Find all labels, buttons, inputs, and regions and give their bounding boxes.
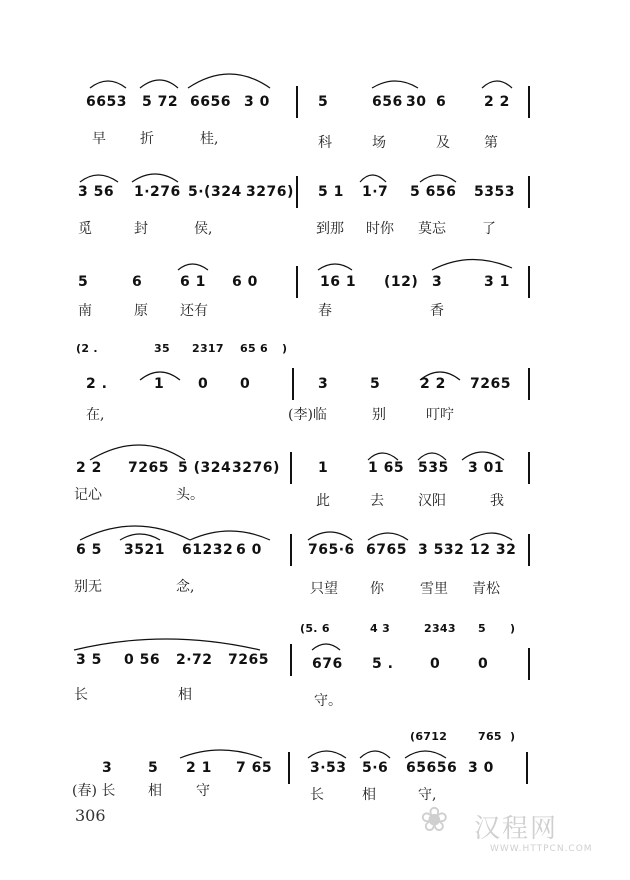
lyric: 只望 [310, 581, 338, 597]
accompaniment-note: ) [510, 730, 516, 743]
slur [132, 174, 178, 182]
accompaniment-note: 765 [478, 730, 502, 743]
watermark-logo-icon: ❀ [420, 800, 449, 840]
lyric: 场 [372, 135, 386, 151]
lyric: (李)临 [288, 407, 327, 423]
accompaniment-note: ) [282, 342, 288, 355]
note-group: 3521 [124, 542, 165, 558]
bar-line [290, 644, 292, 676]
note-group: 2 2 [76, 460, 102, 476]
note-group: 3·53 [310, 760, 347, 776]
lyric: 香 [430, 303, 444, 319]
note-group: 2 2 [420, 376, 446, 392]
bar-line [292, 368, 294, 400]
accompaniment-note: 2317 [192, 342, 224, 355]
lyric: 我 [490, 493, 504, 509]
slur [188, 74, 270, 88]
lyric: 桂, [200, 131, 219, 147]
note-group: 6765 [366, 542, 407, 558]
note-group: 65656 [406, 760, 458, 776]
lyric: 莫忘 [418, 221, 446, 237]
bar-line [290, 452, 292, 484]
slur [312, 644, 340, 650]
note-group: 7265 [128, 460, 169, 476]
note-group: 765·6 [308, 542, 355, 558]
note-group: 6 5 [76, 542, 102, 558]
lyric: 守 [196, 783, 210, 799]
slur [190, 531, 270, 540]
slur [462, 452, 504, 460]
note-group: 3 01 [468, 460, 505, 476]
slur [318, 264, 352, 270]
lyric: 青松 [472, 581, 500, 597]
slur [372, 81, 418, 88]
lyric: 念, [176, 579, 195, 595]
accompaniment-note: (2 . [76, 342, 98, 355]
slur [74, 639, 260, 650]
bar-line [528, 176, 530, 208]
note-group: 5 . [372, 656, 394, 672]
note-group: 6 [132, 274, 143, 290]
lyric: 守。 [314, 693, 342, 709]
note-group: 1·7 [362, 184, 389, 200]
note-group: 656 [372, 94, 403, 110]
note-group: 0 [198, 376, 209, 392]
note-group: 0 [430, 656, 441, 672]
lyric: 南 [78, 303, 92, 319]
lyric: 汉阳 [418, 493, 446, 509]
lyric: 在, [86, 407, 105, 423]
note-group: 2 1 [186, 760, 212, 776]
note-group: 61232 [182, 542, 234, 558]
accompaniment-note: 2343 [424, 622, 456, 635]
note-group: 7 65 [236, 760, 273, 776]
note-group: 5·(324 [188, 184, 242, 200]
page-number: 306 [75, 806, 106, 825]
note-group: 1·276 [134, 184, 181, 200]
note-group: 5·6 [362, 760, 389, 776]
slur [90, 81, 126, 88]
lyric: 别无 [74, 579, 102, 595]
slur [140, 80, 178, 88]
note-group: 1 [318, 460, 329, 476]
note-group: 3 1 [484, 274, 510, 290]
note-group: 16 1 [320, 274, 357, 290]
note-group: 3 0 [468, 760, 494, 776]
bar-line [528, 86, 530, 118]
accompaniment-note: 35 [154, 342, 170, 355]
note-group: 3276) [232, 460, 280, 476]
lyric: 你 [370, 581, 384, 597]
bar-line [528, 452, 530, 484]
note-group: 2 . [86, 376, 108, 392]
note-group: 0 [478, 656, 489, 672]
note-group: 5 [318, 94, 329, 110]
bar-line [528, 368, 530, 400]
note-group: 6 0 [236, 542, 262, 558]
slur [308, 532, 352, 540]
note-group: 3276) [246, 184, 294, 200]
watermark-url: WWW.HTTPCN.COM [490, 844, 593, 854]
slur [360, 751, 390, 758]
note-group: 1 65 [368, 460, 405, 476]
bar-line [296, 266, 298, 298]
note-group: 1 [154, 376, 165, 392]
slur [418, 453, 446, 460]
bar-line [528, 648, 530, 680]
lyric: 头。 [176, 487, 204, 503]
lyric: 封 [134, 221, 148, 237]
lyric: 到那 [316, 221, 344, 237]
bar-line [288, 752, 290, 784]
lyric: 守, [418, 787, 437, 803]
accompaniment-note: (6712 [410, 730, 448, 743]
slur [80, 175, 118, 182]
slur [180, 750, 262, 758]
lyric: 别 [372, 407, 386, 423]
note-group: 5353 [474, 184, 515, 200]
bar-line [528, 266, 530, 298]
lyric: 记心 [74, 487, 102, 503]
lyric: 相 [178, 687, 192, 703]
accompaniment-note: (5. 6 [300, 622, 330, 635]
slur [470, 533, 512, 540]
note-group: 2·72 [176, 652, 213, 668]
lyric: 时你 [366, 221, 394, 237]
note-group: 30 [406, 94, 427, 110]
note-group: (12) [384, 274, 419, 290]
note-group: 3 [102, 760, 113, 776]
note-group: 5 [370, 376, 381, 392]
note-group: 5 72 [142, 94, 179, 110]
accompaniment-note: ) [510, 622, 516, 635]
note-group: 5 1 [318, 184, 344, 200]
watermark-title: 汉程网 [474, 814, 559, 844]
note-group: 6 [436, 94, 447, 110]
slur [368, 533, 408, 540]
note-group: 6 1 [180, 274, 206, 290]
slur [90, 445, 185, 460]
note-group: 2 2 [484, 94, 510, 110]
slur [360, 175, 386, 182]
note-group: 3 56 [78, 184, 115, 200]
lyric: 第 [484, 135, 498, 151]
lyric: 雪里 [420, 581, 448, 597]
slur [405, 751, 446, 758]
bar-line [526, 752, 528, 784]
lyric: 长 [310, 787, 324, 803]
bar-line [528, 534, 530, 566]
slur [120, 534, 160, 540]
lyric: 还有 [180, 303, 208, 319]
lyric: 觅 [78, 221, 92, 237]
accompaniment-note: 4 3 [370, 622, 391, 635]
lyric: 侯, [194, 221, 213, 237]
accompaniment-note: 65 6 [240, 342, 268, 355]
note-group: 535 [418, 460, 449, 476]
note-group: 5 [78, 274, 89, 290]
lyric: (春) 长 [72, 783, 116, 799]
note-group: 0 [240, 376, 251, 392]
note-group: 3 5 [76, 652, 102, 668]
bar-line [296, 86, 298, 118]
note-group: 0 56 [124, 652, 161, 668]
note-group: 3 0 [244, 94, 270, 110]
lyric: 相 [148, 783, 162, 799]
lyric: 此 [316, 493, 330, 509]
note-group: 12 32 [470, 542, 517, 558]
note-group: 3 [432, 274, 443, 290]
note-group: 6653 [86, 94, 127, 110]
note-group: 7265 [470, 376, 511, 392]
bar-line [296, 176, 298, 208]
accompaniment-note: 5 [478, 622, 486, 635]
note-group: 5 656 [410, 184, 457, 200]
note-group: 5 [148, 760, 159, 776]
lyric: 春 [318, 303, 332, 319]
note-group: 3 532 [418, 542, 465, 558]
note-group: 676 [312, 656, 343, 672]
lyric: 折 [140, 131, 154, 147]
lyric: 长 [74, 687, 88, 703]
lyric: 叮咛 [426, 407, 454, 423]
lyric: 科 [318, 135, 332, 151]
slur [80, 526, 190, 540]
lyric: 了 [482, 221, 496, 237]
slur [482, 81, 512, 88]
watermark [420, 800, 610, 860]
note-group: 7265 [228, 652, 269, 668]
lyric: 去 [370, 493, 384, 509]
lyric: 原 [134, 303, 148, 319]
lyric: 及 [436, 135, 450, 151]
slur [432, 259, 512, 270]
note-group: 6 0 [232, 274, 258, 290]
lyric: 相 [362, 787, 376, 803]
note-group: 5 (324 [178, 460, 232, 476]
bar-line [290, 534, 292, 566]
slur [308, 751, 346, 758]
slur [420, 175, 456, 182]
slur [178, 264, 208, 270]
slur [368, 453, 398, 460]
note-group: 3 [318, 376, 329, 392]
note-group: 6656 [190, 94, 231, 110]
lyric: 早 [92, 131, 106, 147]
